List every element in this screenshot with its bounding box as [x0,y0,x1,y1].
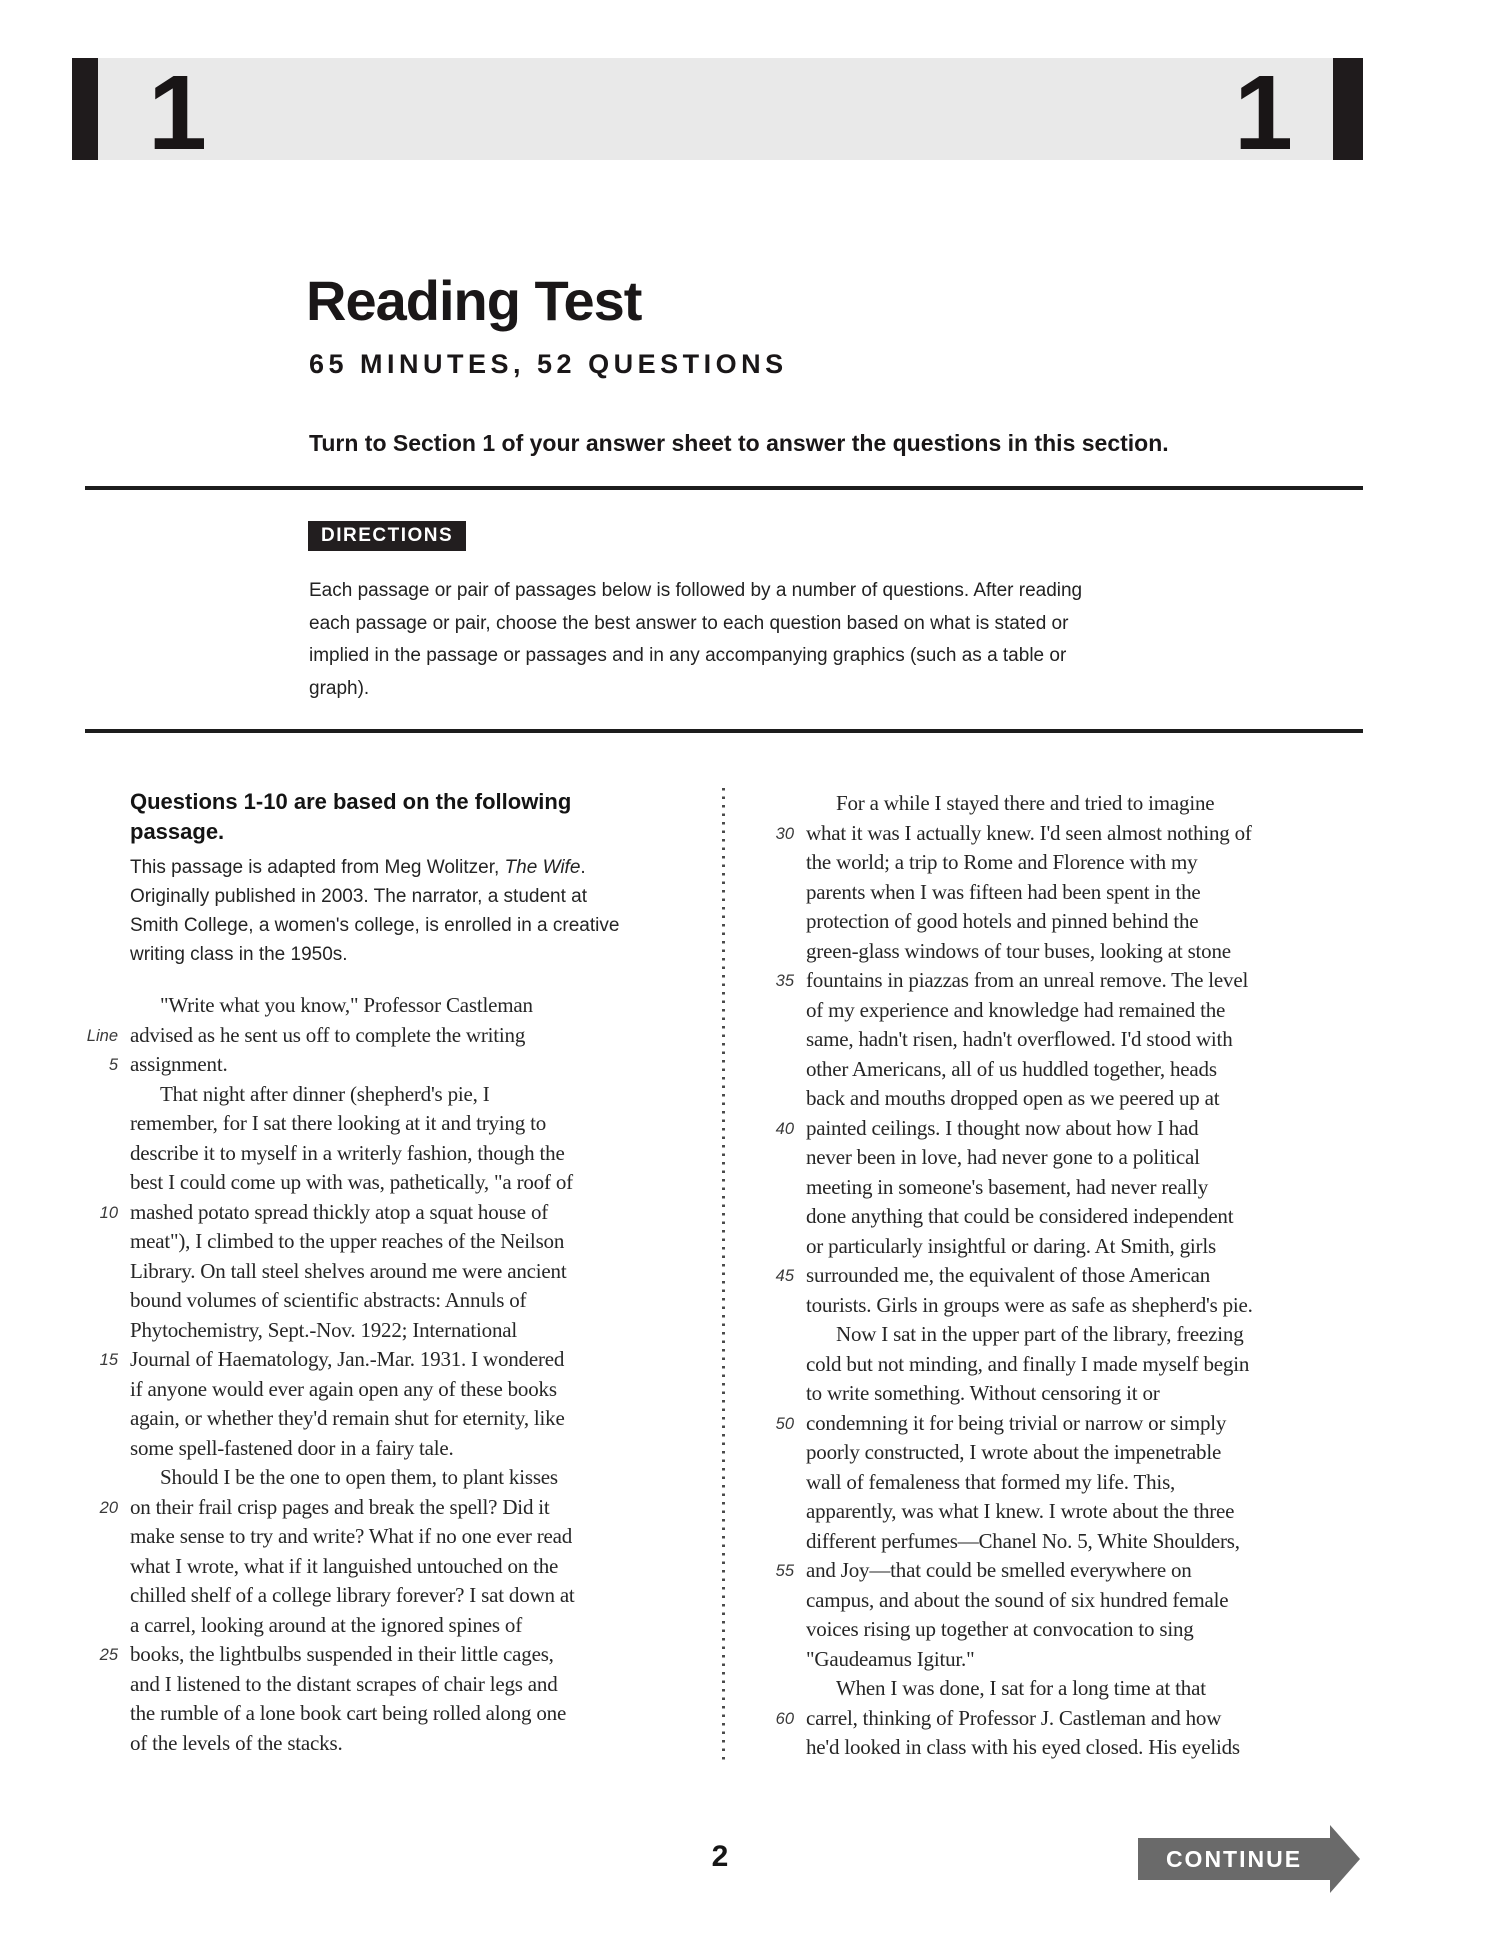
passage-line [130,1522,575,1552]
passage-line-text: carrel, thinking of Professor J. Castleman and how [806,1705,1222,1730]
passage-line [806,1497,1253,1527]
passage-intro-line: Originally published in 2003. The narrator, a student at [130,886,587,907]
passage-line [130,1257,575,1287]
passage-line-text: and I listened to the distant scrapes of chair legs and [130,1671,558,1696]
passage-line-text: protection of good hotels and pinned behind the [806,909,1199,933]
passage-line-text: poorly constructed, I wrote about the impenetrable [806,1440,1222,1464]
duration-subtitle: 65 MINUTES, 52 QUESTIONS [309,349,788,379]
passage-line-text: back and mouths dropped open as we peered up at [806,1086,1220,1110]
passage-line [806,937,1253,967]
passage-line [775,1556,1253,1586]
passage-line-text: bound volumes of scientific abstracts: Annuls of [130,1288,527,1312]
passage-right-column [775,789,1253,1763]
passage-line-text: again, or whether they'd remain shut for eternity, like [130,1406,565,1430]
passage-line [130,1109,575,1139]
passage-line [806,1674,1253,1704]
line-number: 50 [775,1414,794,1433]
passage-line-text: he'd looked in class with his eyed closed. His eyelids [806,1735,1240,1759]
passage-line [806,1733,1253,1763]
passage-line [775,1114,1253,1144]
passage-intro-line: This passage is adapted from Meg Wolitzer, The Wife. [130,857,586,878]
continue-button[interactable] [1138,1838,1330,1880]
passage-line-text: condemning it for being trivial or narrow or simply [806,1410,1227,1435]
passage-line-text: advised as he sent us off to complete the writing [130,1022,526,1047]
passage-line [775,1261,1253,1291]
passage-line [130,1463,575,1493]
passage-line [130,1227,575,1257]
question-range-header [130,787,571,847]
passage-line [130,1729,575,1759]
passage-line [99,1198,575,1228]
passage-line-text: chilled shelf of a college library forever? I sat down at [130,1583,575,1607]
passage-line [806,1084,1253,1114]
passage-line [775,819,1253,849]
line-number: Line [86,1026,118,1045]
passage-line-text: wall of femaleness that formed my life. This, [806,1469,1176,1494]
passage-line [806,878,1253,908]
passage-line-text: what I wrote, what if it languished untouched on the [130,1553,559,1578]
passage-line-text: best I could come up with was, pathetically, "a roof of [130,1170,573,1194]
passage-line [130,1611,575,1641]
top-divider-rule [85,486,1363,490]
page-title: Reading Test [306,269,642,332]
line-number: 40 [775,1119,794,1138]
passage-line-text: meeting in someone's basement, had never really [806,1174,1208,1199]
passage-line-text: green-glass windows of tour buses, looking at stone [806,938,1231,963]
line-number: 15 [99,1351,118,1369]
directions-line: implied in the passage or passages and in any accompanying graphics (such as a table or [309,645,1067,666]
section-header-band [72,54,1363,172]
passage-line [99,1493,575,1523]
passage-line-text: same, hadn't risen, hadn't overflowed. I'd stood with [806,1027,1233,1051]
passage-line [806,1527,1253,1557]
question-range-line: Questions 1-10 are based on the following [130,789,572,814]
passage-line-text: For a while I stayed there and tried to imagine [836,791,1215,815]
passage-line-text: When I was done, I sat for a long time at that [836,1676,1206,1700]
passage-line-text: the world; a trip to Rome and Florence with my [806,850,1198,874]
passage-line [130,1434,575,1464]
directions-line: Each passage or pair of passages below is followed by a number of questions. After reading [309,580,1083,601]
passage-line-text: "Write what you know," Professor Castleman [160,993,533,1017]
continue-arrow-icon [1330,1825,1360,1893]
passage-line-text: apparently, was what I knew. I wrote about the three [806,1499,1235,1523]
passage-line [806,1232,1253,1262]
line-number: 30 [775,824,794,843]
passage-line [99,1640,575,1670]
passage-line-text: parents when I was fifteen had been spent in the [806,879,1201,904]
passage-line [130,1168,575,1198]
question-range-line: passage. [130,819,225,844]
passage-line-text: Now I sat in the upper part of the library, freezing [836,1322,1244,1346]
passage-line-text: or particularly insightful or daring. At Smith, girls [806,1233,1216,1258]
passage-line [806,1438,1253,1468]
answer-sheet-instruction: Turn to Section 1 of your answer sheet to answer the questions in this section. [309,430,1169,456]
column-divider [722,788,725,1764]
passage-line [806,1615,1253,1645]
bottom-divider-rule [85,729,1363,733]
passage-line-text: cold but not minding, and finally I made myself begin [806,1351,1250,1376]
passage-line-text: on their frail crisp pages and break the spell? Did it [130,1494,550,1519]
passage-line-text: never been in love, had never gone to a political [806,1145,1200,1169]
passage-left-column [86,991,575,1758]
passage-line-text: Phytochemistry, Sept.-Nov. 1922; International [130,1317,518,1342]
passage-line-text: painted ceilings. I thought now about how I had [806,1115,1199,1140]
passage-line [806,1468,1253,1498]
passage-line-text: mashed potato spread thickly atop a squat house of [130,1199,549,1224]
passage-line [130,1139,575,1169]
passage-line [130,1581,575,1611]
passage-line-text: different perfumes—Chanel No. 5, White Shoulders, [806,1528,1240,1553]
passage-line-text: what it was I actually knew. I'd seen almost nothing of [806,820,1252,845]
passage-line-text: a carrel, looking around at the ignored spines of [130,1612,522,1637]
passage-line [806,1202,1253,1232]
passage-line [806,848,1253,878]
page-number: 2 [711,1840,729,1873]
passage-line [130,1404,575,1434]
passage-line [775,1409,1253,1439]
line-number: 10 [99,1203,118,1222]
passage-line [806,907,1253,937]
passage-line [130,1286,575,1316]
passage-line-text: of the levels of the stacks. [130,1730,343,1755]
passage-line [99,1345,575,1375]
passage-line-text: remember, for I sat there looking at it and trying to [130,1111,547,1135]
passage-line [806,1173,1253,1203]
directions-label: DIRECTIONS [308,521,466,551]
passage-line [806,1379,1253,1409]
passage-line-text: Should I be the one to open them, to plant kisses [160,1465,558,1489]
passage-line [806,1291,1253,1321]
passage-line-text: done anything that could be considered independent [806,1204,1234,1228]
passage-line-text: some spell-fastened door in a fairy tale. [130,1435,454,1460]
continue-label: CONTINUE [1165,1846,1303,1872]
passage-line-text: and Joy—that could be smelled everywhere on [806,1558,1192,1582]
passage-line [806,1320,1253,1350]
passage-line-text: meat"), I climbed to the upper reaches of the Neilson [130,1229,565,1253]
line-number: 55 [775,1562,794,1580]
passage-line-text: books, the lightbulbs suspended in their little cages, [130,1642,554,1666]
passage-line-text: Journal of Haematology, Jan.-Mar. 1931. I wondered [130,1347,565,1371]
directions-line: each passage or pair, choose the best answer to each question based on what is stated or [309,612,1069,634]
passage-line-text: assignment. [130,1052,228,1076]
passage-line-text: to write something. Without censoring it or [806,1381,1160,1405]
line-number: 35 [775,972,794,990]
line-number: 60 [775,1709,794,1728]
passage-line-text: surrounded me, the equivalent of those American [806,1263,1211,1287]
passage-intro [130,853,619,969]
passage-line [806,1143,1253,1173]
passage-line [806,1350,1253,1380]
passage-line [130,1080,575,1110]
line-number: 25 [99,1646,118,1664]
passage-line-text: fountains in piazzas from an unreal remove. The level [806,968,1249,992]
passage-line-text: make sense to try and write? What if no one ever read [130,1524,573,1548]
section-number-right: 1 [1234,54,1291,172]
passage-line [806,1586,1253,1616]
directions-line: graph). [309,677,370,699]
directions-text [309,575,1082,705]
passage-line-text: of my experience and knowledge had remained the [806,997,1226,1022]
header-left-black-bar [72,58,98,160]
passage-line-text: campus, and about the sound of six hundred female [806,1587,1229,1612]
passage-line [775,966,1253,996]
passage-line [806,789,1253,819]
passage-line [108,1050,575,1080]
passage-line-text: describe it to myself in a writerly fashion, though the [130,1140,565,1165]
passage-line [130,1699,575,1729]
passage-line [806,996,1253,1026]
passage-line [806,1645,1253,1675]
passage-line [130,1375,575,1405]
line-number: 45 [775,1267,794,1285]
passage-line-text: That night after dinner (shepherd's pie, I [160,1081,490,1106]
passage-line [130,1316,575,1346]
passage-line [86,1021,575,1051]
passage-line-text: voices rising up together at convocation to sing [806,1617,1194,1641]
passage-line-text: other Americans, all of us huddled together, heads [806,1056,1217,1081]
line-number: 20 [99,1498,118,1517]
header-right-black-bar [1333,58,1363,160]
passage-line [806,1055,1253,1085]
passage-intro-line: Smith College, a women's college, is enrolled in a creative [130,915,620,936]
passage-line [806,1025,1253,1055]
passage-line [130,1670,575,1700]
passage-line-text: Library. On tall steel shelves around me were ancient [130,1258,567,1283]
passage-line-text: "Gaudeamus Igitur." [806,1646,975,1671]
passage-line [130,1552,575,1582]
section-number-left: 1 [148,54,205,172]
passage-line [130,991,575,1021]
line-number: 5 [108,1056,118,1074]
passage-line-text: tourists. Girls in groups were as safe as shepherd's pie. [806,1292,1253,1317]
passage-intro-line: writing class in the 1950s. [130,944,348,965]
passage-line [775,1704,1253,1734]
passage-line-text: the rumble of a lone book cart being rolled along one [130,1701,567,1725]
passage-line-text: if anyone would ever again open any of these books [130,1376,557,1401]
